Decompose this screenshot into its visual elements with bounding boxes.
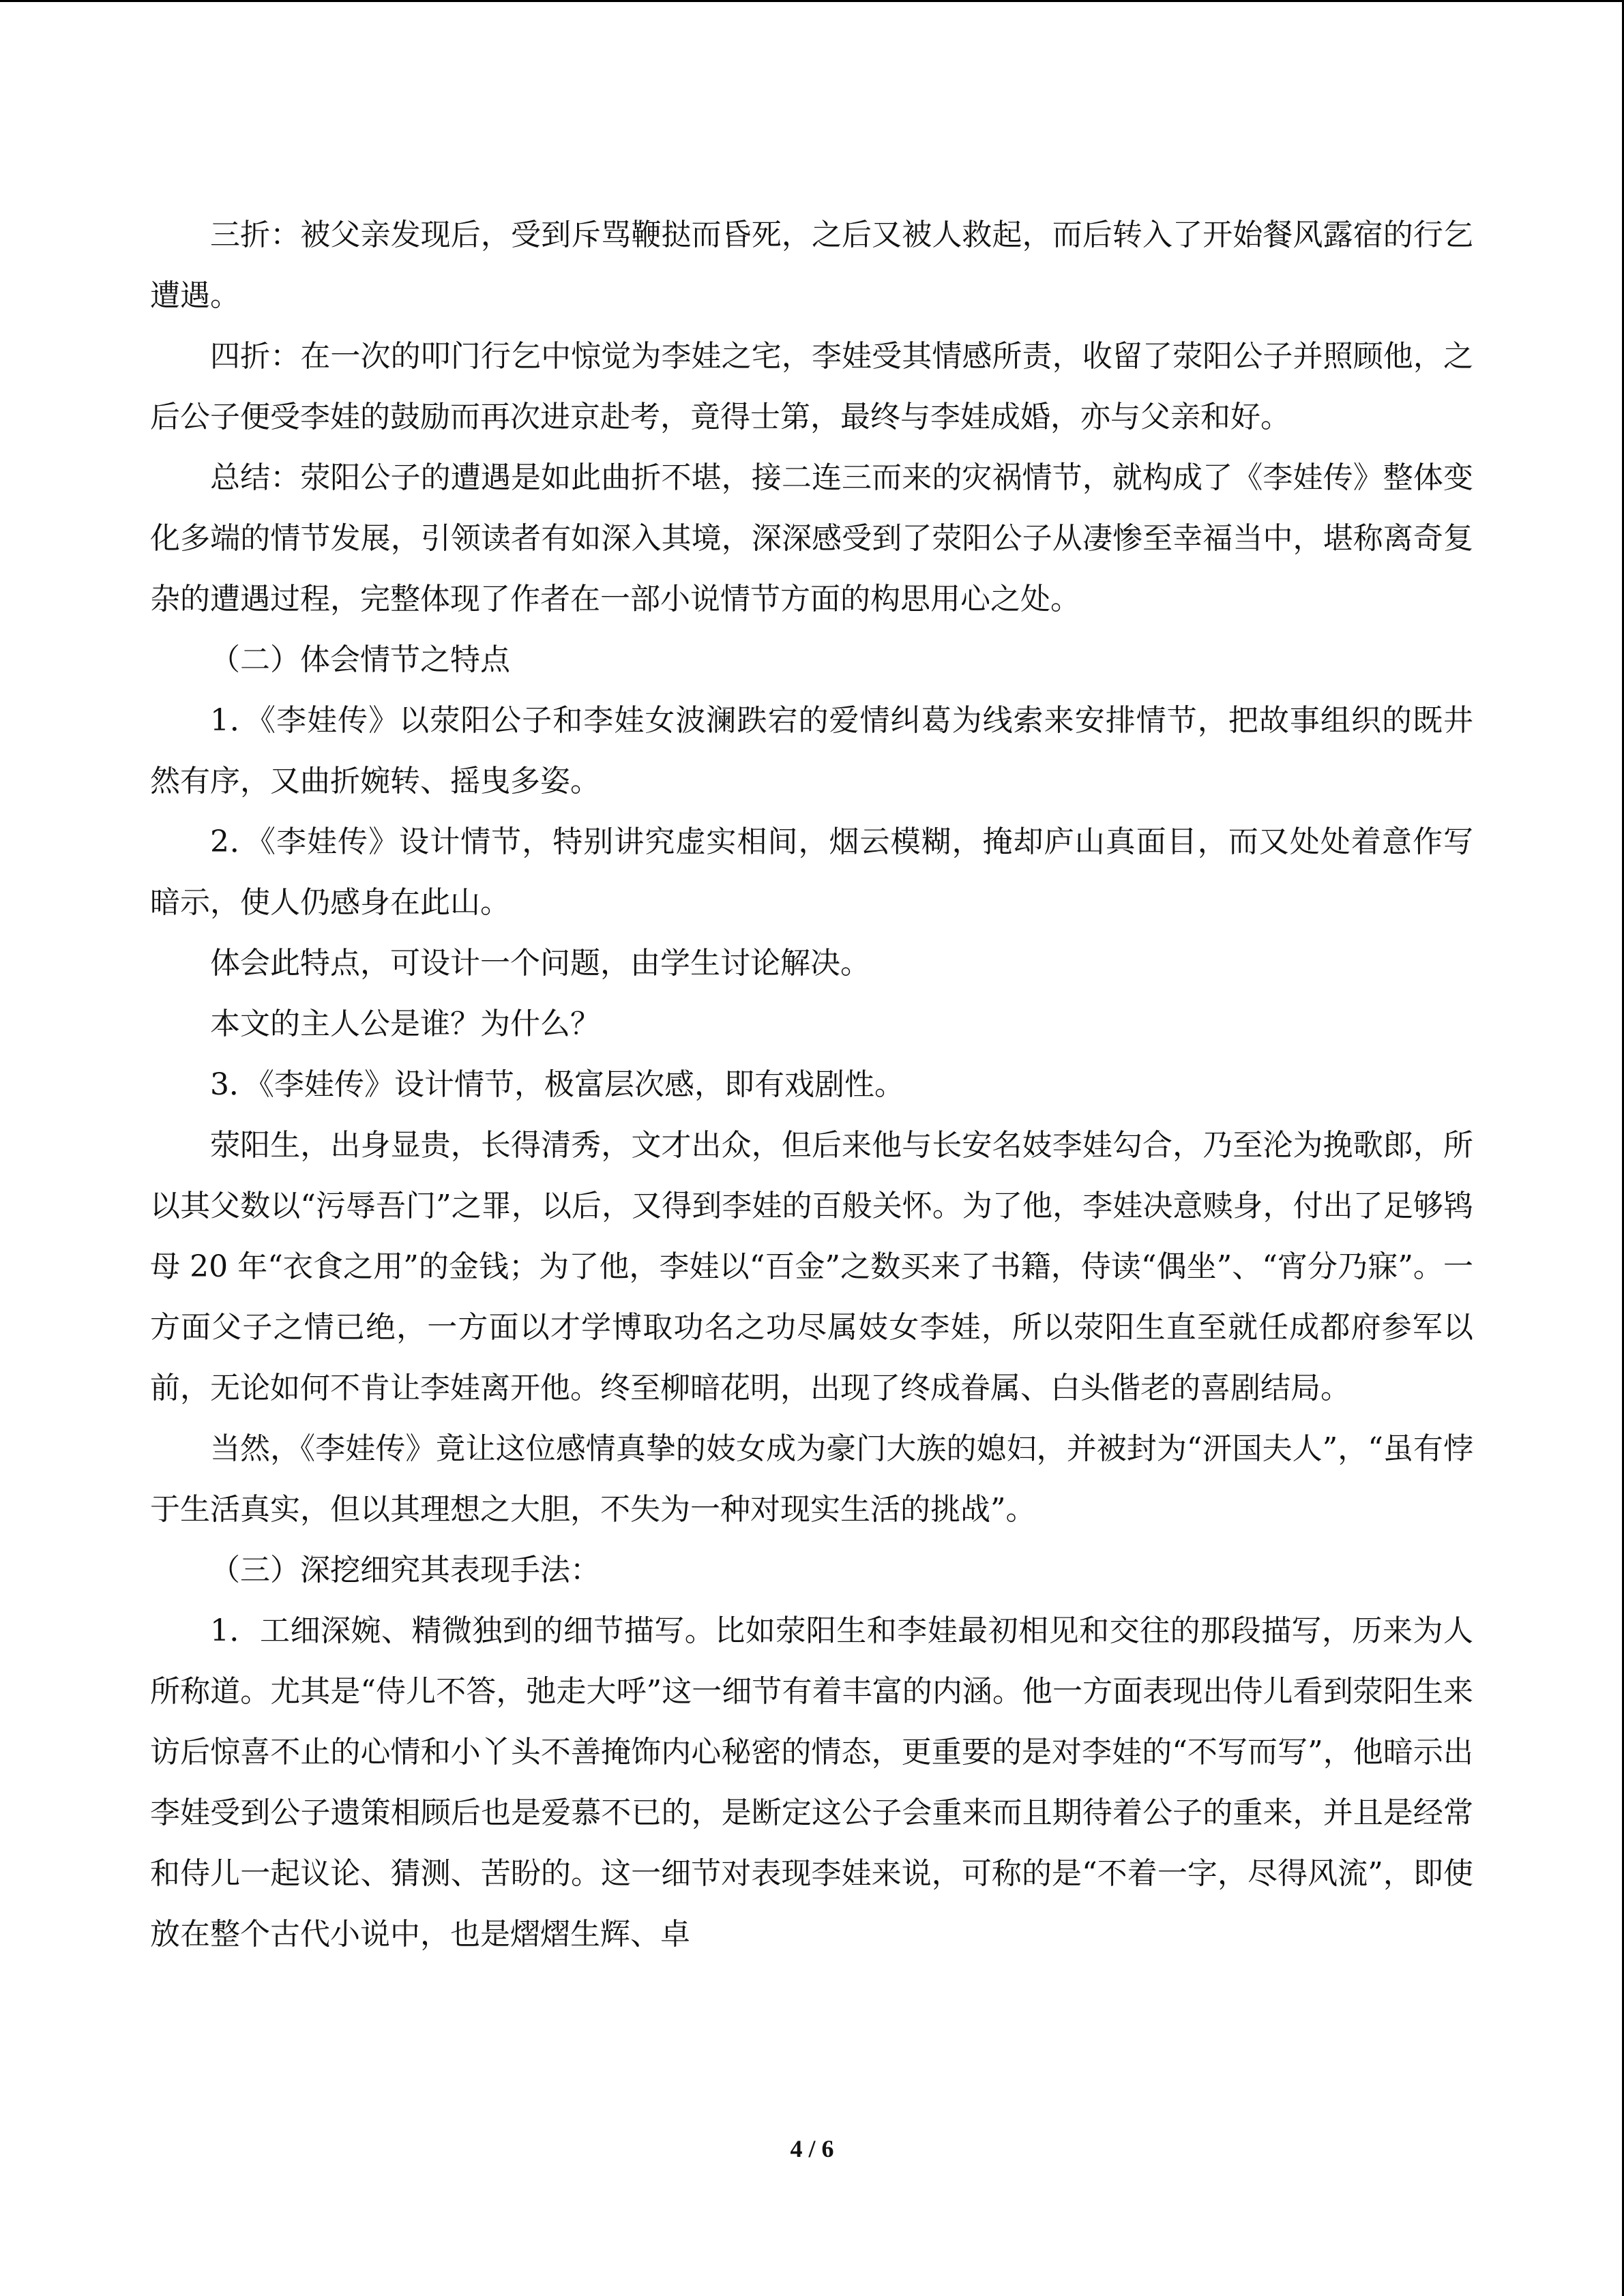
section-heading-plot-features: （二）体会情节之特点 (210, 642, 510, 677)
paragraph-technique-1: 1．工细深婉、精微独到的细节描写。比如荥阳生和李娃最初相见和交往的那段描写，历来为人所称道。尤其是“侍儿不答，弛走大呼”这一细节有着丰富的内涵。他一方面表现出侍儿看到荥阳生来访后惊喜不止的心情和小丫头不善掩饰内心秘密的情态，更重要的是对李娃的“不写而写”，他暗示出李娃受到公子遗策相顾后也是爱慕不已的，是断定这公子会重来而且期待着公子的重来，并且是经常和侍儿一起议论、猜测、苦盼的。这一细节对表现李娃来说，可称的是“不着一字，尽得风流”，即使放在整个古代小说中，也是熠熠生辉、卓 (150, 1613, 1473, 1952)
section-heading-techniques: （三）深挖细究其表现手法： (210, 1553, 600, 1587)
paragraph-xingyang-story: 荥阳生，出身显贵，长得清秀，文才出众，但后来他与长安名妓李娃勾合，乃至沦为挽歌郎，所以其父数以“污辱吾门”之罪，以后，又得到李娃的百般关怀。为了他，李娃决意赎身，付出了足够鸨母 20 年“衣食之用”的金钱；为了他，李娃以“百金”之数买来了书籍，侍读“偶坐”、“宵分乃寐”。一方面父子之情已绝，一方面以才学博取功名之功尽属妓女李娃，所以荥阳生直至就任成都府参军以前，无论如何不肯让李娃离开他。终至柳暗花明，出现了终成眷属、白头偕老的喜剧结局。 (150, 1128, 1473, 1405)
paragraph-feature-3: 3．《李娃传》设计情节，极富层次感，即有戏剧性。 (210, 1067, 904, 1102)
document-body (150, 205, 1473, 1965)
paragraph-discussion-intro: 体会此特点，可设计一个问题，由学生讨论解决。 (210, 946, 870, 981)
paragraph-feature-2: 2．《李娃传》设计情节，特别讲究虚实相间，烟云模糊，掩却庐山真面目，而又处处着意作写暗示，使人仍感身在此山。 (150, 824, 1473, 920)
paragraph-discussion-question: 本文的主人公是谁？为什么？ (210, 1007, 600, 1041)
paragraph-feature-1: 1．《李娃传》以荥阳公子和李娃女波澜跌宕的爱情纠葛为线索来安排情节，把故事组织的既井然有序，又曲折婉转、摇曳多姿。 (150, 703, 1473, 799)
paragraph-commentary: 当然，《李娃传》竟让这位感情真挚的妓女成为豪门大族的媳妇，并被封为“汧国夫人”，“虽有悖于生活真实，但以其理想之大胆，不失为一种对现实生活的挑战”。 (150, 1431, 1473, 1527)
paragraph-third-turn: 三折：被父亲发现后，受到斥骂鞭挞而昏死，之后又被人救起，而后转入了开始餐风露宿的行乞遭遇。 (150, 218, 1473, 313)
page-number: 4 / 6 (790, 2135, 834, 2162)
paragraph-fourth-turn: 四折：在一次的叩门行乞中惊觉为李娃之宅，李娃受其情感所责，收留了荥阳公子并照顾他，之后公子便受李娃的鼓励而再次进京赴考，竟得士第，最终与李娃成婚，亦与父亲和好。 (150, 339, 1473, 434)
paragraph-summary: 总结：荥阳公子的遭遇是如此曲折不堪，接二连三而来的灾祸情节，就构成了《李娃传》整体变化多端的情节发展，引领读者有如深入其境，深深感受到了荥阳公子从凄惨至幸福当中，堪称离奇复杂的遭遇过程，完整体现了作者在一部小说情节方面的构思用心之处。 (150, 460, 1473, 616)
page-border-top (0, 0, 1624, 2)
